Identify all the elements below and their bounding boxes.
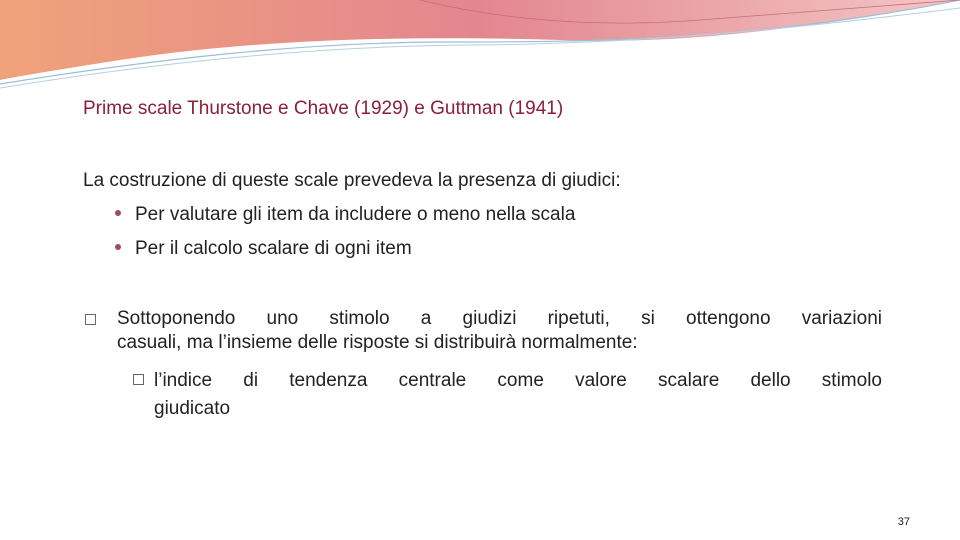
bullet-label: Per il calcolo scalare di ogni item — [135, 238, 412, 259]
intro-text: La costruzione di queste scale prevedeva la presenza di giudici: — [83, 170, 621, 191]
square-bullet-icon — [85, 314, 96, 325]
bullet-label: Per valutare gli item da includere o meno nella scala — [135, 204, 576, 225]
header-decoration — [0, 0, 960, 100]
slide-title: Prime scale Thurstone e Chave (1929) e Guttman (1941) — [83, 98, 564, 119]
page-number: 37 — [897, 516, 910, 528]
bullet-dot-icon — [115, 210, 121, 216]
sub-line: giudicato — [154, 398, 231, 419]
bullet-dot-icon — [115, 244, 121, 250]
bullet-item — [115, 238, 412, 260]
paragraph-line: Sottoponendo uno stimolo a giudizi ripetuti, si ottengono variazioni — [117, 308, 882, 329]
paragraph-line: casuali, ma l’insieme delle risposte si distribuirà normalmente: — [117, 332, 638, 353]
main-paragraph — [117, 307, 882, 355]
sub-paragraph — [154, 367, 882, 423]
square-bullet-icon — [133, 374, 144, 385]
bullet-item — [115, 204, 575, 226]
sub-line: l’indice di tendenza centrale come valore scalare dello stimolo — [154, 370, 882, 391]
